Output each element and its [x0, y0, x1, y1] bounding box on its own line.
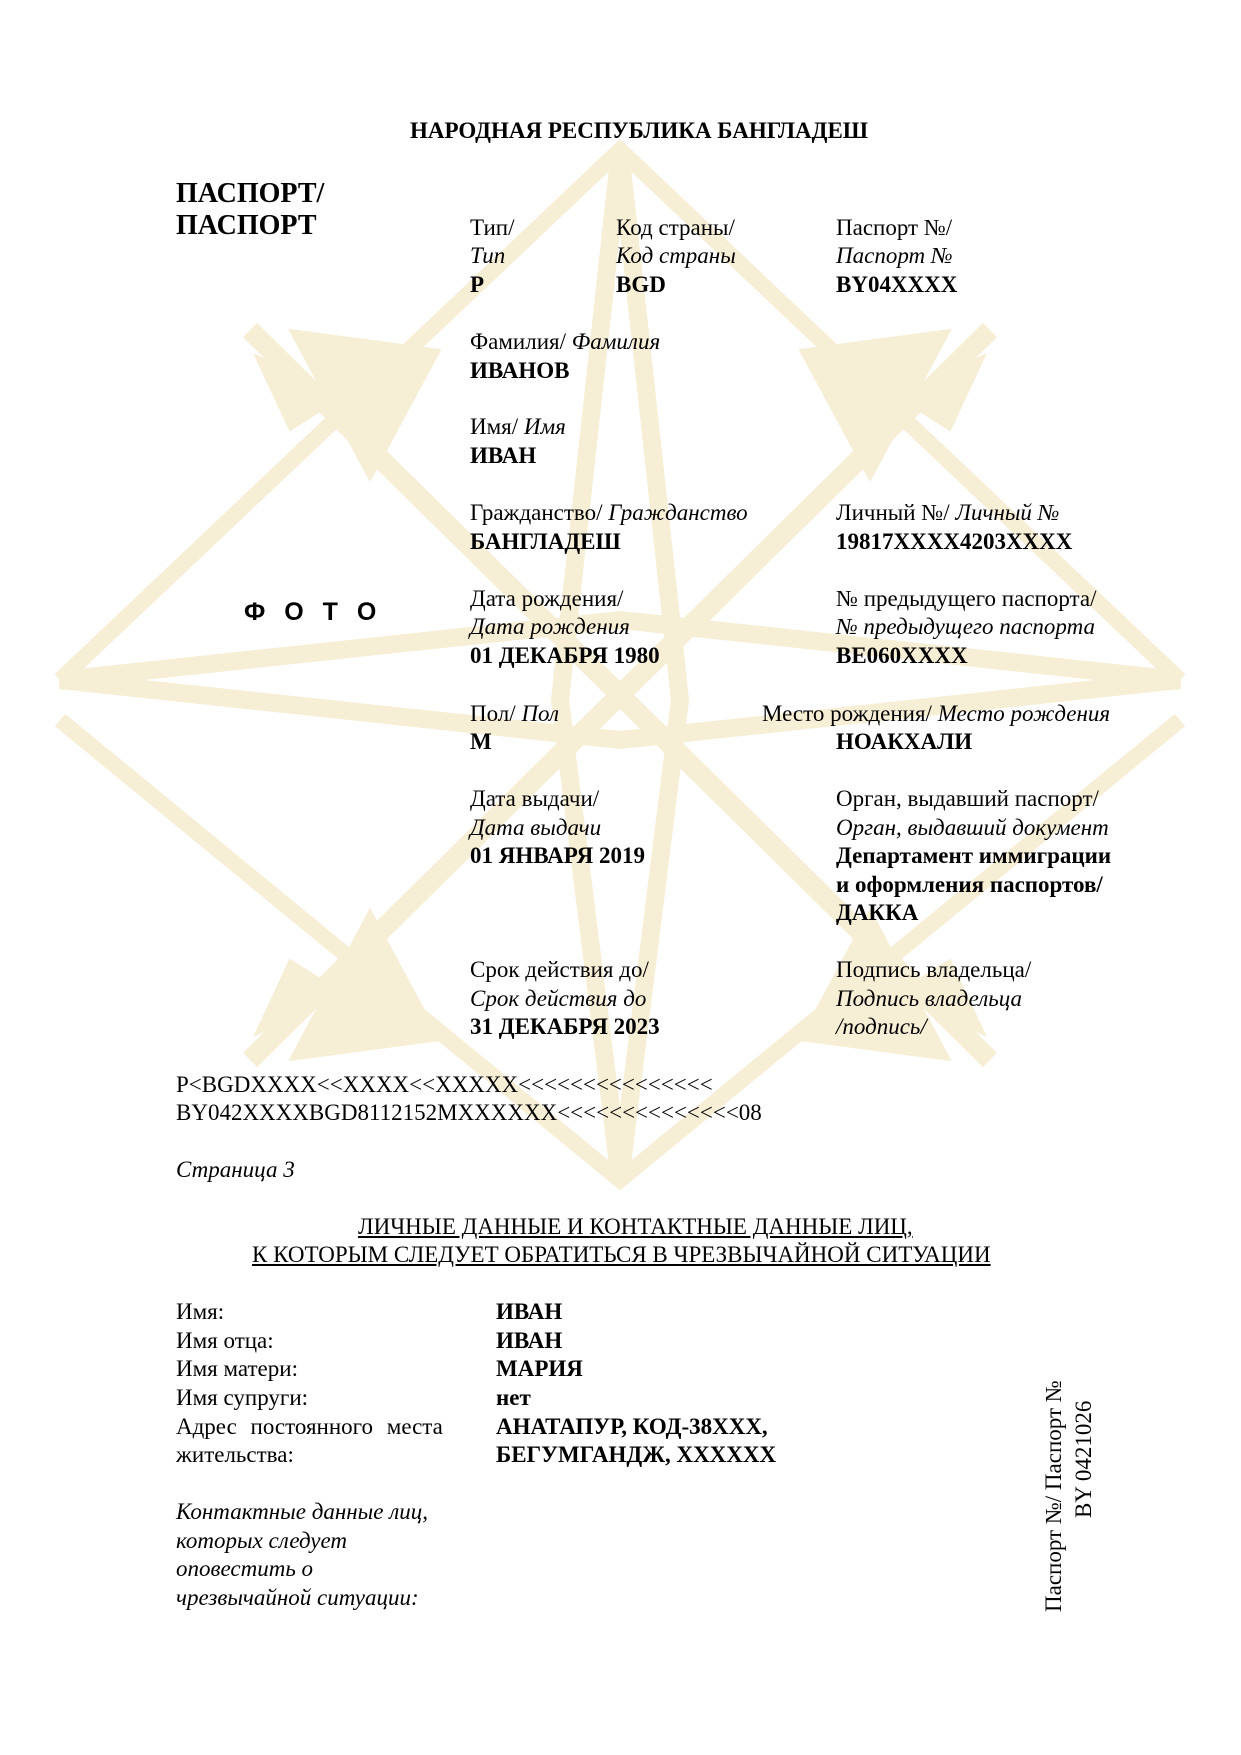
- prev-passport-value: BE060XXXX: [836, 643, 968, 668]
- passport-no-value: BY04XXXX: [836, 272, 958, 297]
- prev-passport-label: № предыдущего паспорта/: [836, 586, 1097, 611]
- dob-label: Дата рождения/: [470, 586, 624, 611]
- signature-value: /подпись/: [836, 1014, 927, 1039]
- given-name-label: Имя/ Имя: [470, 414, 566, 439]
- signature-label-tr: Подпись владельца: [836, 986, 1022, 1011]
- authority-label-tr: Орган, выдавший документ: [836, 815, 1109, 840]
- row-spouse-label: Имя супруги:: [176, 1385, 309, 1410]
- section-title-line1: ЛИЧНЫЕ ДАННЫЕ И КОНТАКТНЫЕ ДАННЫЕ ЛИЦ,: [358, 1214, 913, 1239]
- row-mother-value: МАРИЯ: [496, 1356, 583, 1381]
- row-name-value: ИВАН: [496, 1299, 563, 1324]
- country-title: НАРОДНАЯ РЕСПУБЛИКА БАНГЛАДЕШ: [410, 118, 869, 143]
- side-stamp-line2: BY 0421026: [1071, 1400, 1096, 1518]
- row-name-label: Имя:: [176, 1299, 225, 1324]
- row-spouse-value: нет: [496, 1385, 531, 1410]
- type-label-tr: Тип: [470, 243, 506, 268]
- authority-value-line1: Департамент иммиграции: [836, 843, 1112, 868]
- prev-passport-label-tr: № предыдущего паспорта: [836, 614, 1095, 639]
- contact-label-line4: чрезвычайной ситуации:: [176, 1585, 419, 1610]
- doc-title-line2: ПАСПОРТ: [176, 210, 317, 241]
- mrz-line2: BY042XXXXBGD8112152MXXXXXX<<<<<<<<<<<<<<08: [176, 1100, 762, 1125]
- type-label: Тип/: [470, 215, 515, 240]
- country-code-value: BGD: [616, 272, 666, 297]
- personal-no-label: Личный №/ Личный №: [836, 500, 1060, 525]
- nationality-label: Гражданство/ Гражданство: [470, 500, 748, 525]
- row-father-value: ИВАН: [496, 1328, 563, 1353]
- address-label-line2: жительства:: [176, 1442, 294, 1467]
- authority-value-line2: и оформления паспортов/: [836, 872, 1103, 897]
- surname-value: ИВАНОВ: [470, 358, 570, 383]
- expiry-value: 31 ДЕКАБРЯ 2023: [470, 1014, 660, 1039]
- issue-date-label-tr: Дата выдачи: [470, 815, 602, 840]
- surname-label: Фамилия/ Фамилия: [470, 329, 661, 354]
- expiry-label-tr: Срок действия до: [470, 986, 647, 1011]
- birthplace-label: Место рождения/ Место рождения: [762, 701, 1111, 726]
- address-value-line1: АНАТАПУР, КОД-38XXX,: [496, 1414, 768, 1439]
- address-value-line2: БЕГУМГАНДЖ, XXXXXX: [496, 1442, 777, 1467]
- nationality-value: БАНГЛАДЕШ: [470, 529, 621, 554]
- sex-value: M: [470, 729, 492, 754]
- expiry-label: Срок действия до/: [470, 957, 649, 982]
- section-title-line2: К КОТОРЫМ СЛЕДУЕТ ОБРАТИТЬСЯ В ЧРЕЗВЫЧАЙНОЙ СИТУАЦИИ: [252, 1242, 991, 1267]
- given-name-value: ИВАН: [470, 443, 537, 468]
- authority-value-line3: ДАККА: [836, 900, 919, 925]
- passport-no-label-tr: Паспорт №: [836, 243, 953, 268]
- dob-value: 01 ДЕКАБРЯ 1980: [470, 643, 660, 668]
- sex-label: Пол/ Пол: [470, 701, 560, 726]
- country-code-label-tr: Код страны: [616, 243, 736, 268]
- contact-label-line3: оповестить о: [176, 1556, 314, 1581]
- dob-label-tr: Дата рождения: [470, 614, 630, 639]
- issue-date-label: Дата выдачи/: [470, 786, 600, 811]
- row-father-label: Имя отца:: [176, 1328, 274, 1353]
- passport-no-label: Паспорт №/: [836, 215, 953, 240]
- signature-label: Подпись владельца/: [836, 957, 1032, 982]
- side-stamp-line1: Паспорт №/ Паспорт №: [1041, 1380, 1066, 1612]
- birthplace-value: НОАКХАЛИ: [836, 729, 973, 754]
- contact-label-line2: которых следует: [176, 1528, 348, 1553]
- page-label: Страница 3: [176, 1157, 295, 1182]
- address-label-line1: Адрес постоянного места: [176, 1414, 443, 1439]
- photo-placeholder: Ф О Т О: [244, 598, 383, 626]
- contact-label-line1: Контактные данные лиц,: [176, 1499, 428, 1524]
- authority-label: Орган, выдавший паспорт/: [836, 786, 1099, 811]
- row-mother-label: Имя матери:: [176, 1356, 298, 1381]
- mrz-line1: P<BGDXXXX<<XXXX<<XXXXX<<<<<<<<<<<<<<<: [176, 1072, 713, 1097]
- personal-no-value: 19817XXXX4203XXXX: [836, 529, 1073, 554]
- type-value: P: [470, 272, 485, 297]
- doc-title-line1: ПАСПОРТ/: [176, 178, 325, 209]
- issue-date-value: 01 ЯНВАРЯ 2019: [470, 843, 646, 868]
- country-code-label: Код страны/: [616, 215, 735, 240]
